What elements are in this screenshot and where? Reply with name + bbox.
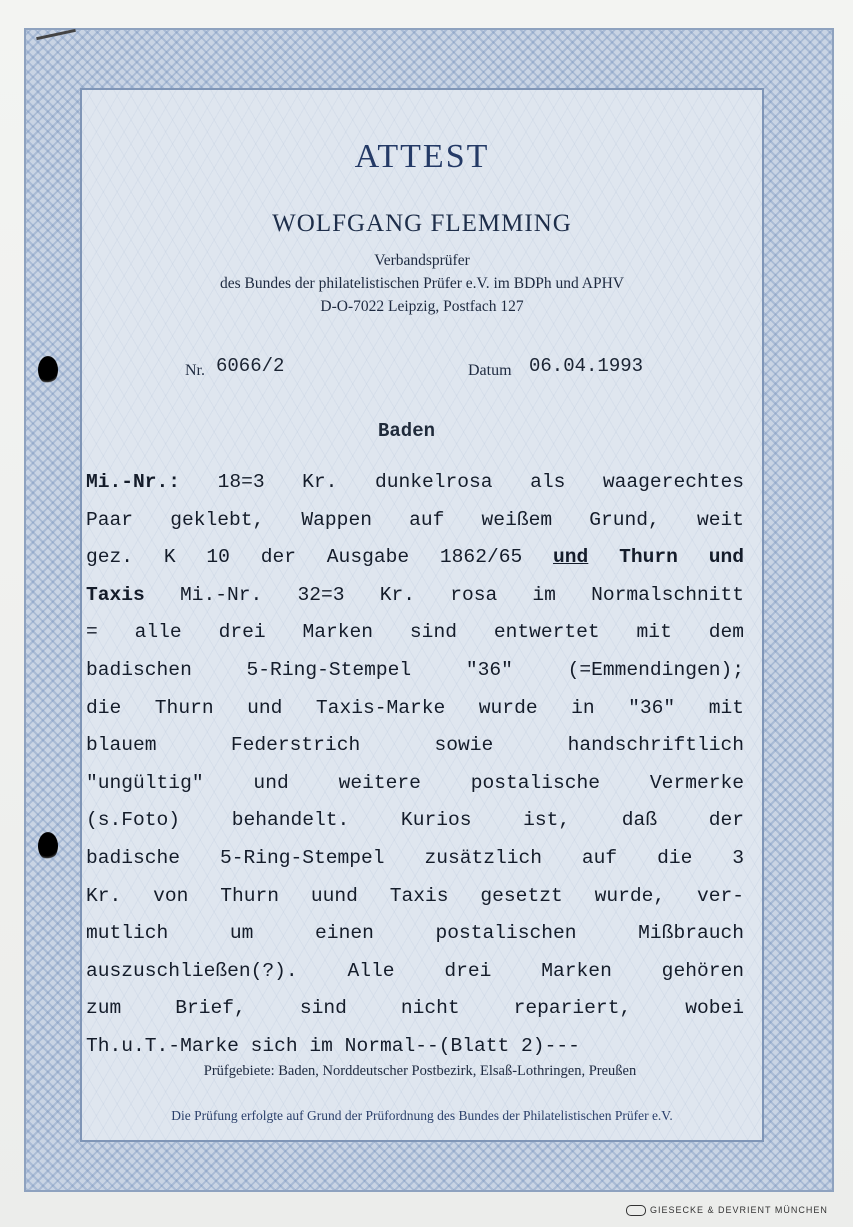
body-line-7: die Thurn und Taxis-Marke wurde in "36" mit [86, 696, 744, 719]
body-line-3-b: Thurn und [588, 546, 744, 569]
taxis-label: Taxis [86, 583, 145, 606]
certificate-title: ATTEST [354, 138, 490, 175]
body-line-13: mutlich um einen postalischen Mißbrauch [86, 922, 744, 945]
footer-note: Die Prüfung erfolgte auf Grund der Prüfordnung des Bundes der Philatelistischen Prüfer e.V. [171, 1108, 673, 1123]
body-line-1-text: 18=3 Kr. dunkelrosa als waagerechtes [180, 471, 744, 493]
printer-name: GIESECKE & DEVRIENT MÜNCHEN [650, 1205, 828, 1215]
examiner-address: D-O-7022 Leipzig, Postfach 127 [320, 298, 524, 315]
body-line-10: (s.Foto) behandelt. Kurios ist, daß der [86, 809, 744, 832]
body-line-3-und: und [553, 546, 589, 569]
body-line-4-text: Mi.-Nr. 32=3 Kr. rosa im Normalschnitt [144, 583, 744, 606]
body-line-6: badischen 5-Ring-Stempel "36" (=Emmendingen); [86, 658, 744, 681]
punch-hole-top [38, 356, 58, 384]
country-heading: Baden [378, 420, 436, 442]
examiner-name: WOLFGANG FLEMMING [272, 210, 572, 237]
examiner-association: des Bundes der philatelistischen Prüfer e.V. im BDPh und APHV [220, 275, 624, 292]
body-line-16: Th.u.T.-Marke sich im Normal--(Blatt 2)--- [86, 1034, 580, 1057]
body-line-1 [86, 464, 744, 502]
body-line-8: blauem Federstrich sowie handschriftlich [86, 734, 744, 757]
body-line-3 [86, 539, 744, 577]
body-line-5: = alle drei Marken sind entwertet mit dem [86, 621, 744, 644]
attest-body [86, 464, 744, 1066]
body-line-14: auszuschließen(?). Alle drei Marken gehören [86, 959, 744, 982]
nr-label: Nr. [185, 362, 205, 379]
gd-logo-icon [626, 1205, 646, 1216]
body-line-4 [86, 577, 744, 615]
mi-nr-label: Mi.-Nr.: [86, 471, 181, 493]
pruefgebiete: Prüfgebiete: Baden, Norddeutscher Postbezirk, Elsaß-Lothringen, Preußen [203, 1063, 637, 1079]
body-line-15: zum Brief, sind nicht repariert, wobei [86, 997, 744, 1020]
body-line-2: Paar geklebt, Wappen auf weißem Grund, weit [86, 508, 744, 531]
body-line-12: Kr. von Thurn uund Taxis gesetzt wurde, ver- [86, 884, 744, 907]
nr-value: 6066/2 [216, 355, 285, 377]
printer-imprint [626, 1205, 828, 1216]
datum-value: 06.04.1993 [529, 355, 644, 377]
body-line-3-a: gez. K 10 der Ausgabe 1862/65 [86, 546, 554, 569]
body-line-9: "ungültig" und weitere postalische Vermerke [86, 771, 744, 794]
body-line-11: badische 5-Ring-Stempel zusätzlich auf die 3 [86, 846, 744, 869]
punch-hole-bottom [38, 832, 58, 860]
examiner-role: Verbandsprüfer [374, 252, 470, 269]
datum-label: Datum [468, 362, 512, 379]
